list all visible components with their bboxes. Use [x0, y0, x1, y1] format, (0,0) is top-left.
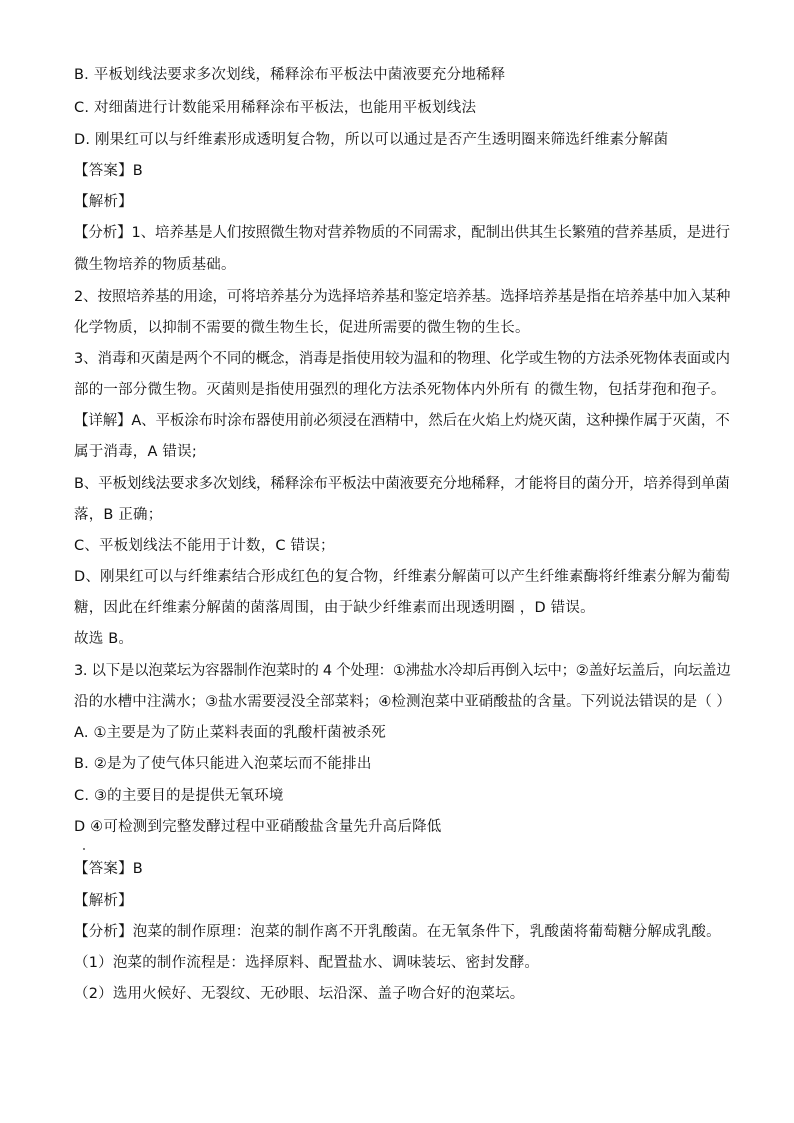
option-c-line: C. 对细菌进行计数能采用稀释涂布平板法，也能用平板划线法	[74, 100, 477, 116]
q3-answer-line: 【答案】B	[74, 861, 143, 877]
question-3-stem: 3. 以下是以泡菜坛为容器制作泡菜时的 4 个处理：①沸盐水冷却后再倒入坛中；②盖好坛盖后，向坛盖边	[74, 663, 731, 679]
analysis-point-2-cont: 化学物质，以抑制不需要的微生物生长，促进所需要的微生物的生长。	[74, 320, 530, 336]
detail-c: C、平板划线法不能用于计数，C 错误；	[74, 538, 335, 554]
q3-option-b: B. ②是为了使气体只能进入泡菜坛而不能排出	[74, 756, 372, 772]
q3-analysis-heading: 【解析】	[74, 893, 133, 909]
detail-d: D、刚果红可以与纤维素结合形成红色的复合物，纤维素分解菌可以产生纤维素酶将纤维素分解为葡萄	[74, 569, 731, 585]
q3-analysis-step-1: （1）泡菜的制作流程是：选择原料、配置盐水、调味装坛、密封发酵。	[74, 955, 540, 971]
q3-option-d: D ④可检测到完整发酵过程中亚硝酸盐含量先升高后降低	[74, 819, 442, 835]
question-3-stem-cont: 沿的水槽中注满水；③盐水需要浸没全部菜料；④检测泡菜中亚硝酸盐的含量。下列说法错误的是（ ）	[74, 694, 731, 710]
q3-option-c: C. ③的主要目的是提供无氧环境	[74, 788, 284, 804]
analysis-point-1-cont: 微生物培养的物质基础。	[74, 257, 236, 273]
analysis-heading: 【解析】	[74, 194, 133, 210]
option-b-line: B. 平板划线法要求多次划线，稀释涂布平板法中菌液要充分地稀释	[74, 67, 506, 83]
detail-d-cont: 糖，因此在纤维素分解菌的菌落周围，由于缺少纤维素而出现透明圈 ，D 错误。	[74, 600, 595, 616]
q3-analysis-step-2: （2）选用火候好、无裂纹、无砂眼、坛沿深、盖子吻合好的泡菜坛。	[74, 986, 525, 1002]
q3-option-a: A. ①主要是为了防止菜料表面的乳酸杆菌被杀死	[74, 725, 386, 741]
detail-a-cont: 属于消毒，A 错误;	[74, 444, 197, 460]
analysis-point-2: 2、按照培养基的用途，可将培养基分为选择培养基和鉴定培养基。选择培养基是指在培养基中加入某种	[74, 289, 731, 305]
detail-b: B、平板划线法要求多次划线，稀释涂布平板法中菌液要充分地稀释，才能将目的菌分开，培养得到单菌	[74, 476, 730, 492]
detail-a: 【详解】A、平板涂布时涂布器使用前必须浸在酒精中，然后在火焰上灼烧灭菌，这种操作属于灭菌，不	[74, 413, 730, 429]
stray-dot	[83, 848, 85, 850]
analysis-point-3-cont: 部的一部分微生物。灭菌则是指使用强烈的理化方法杀死物体内外所有 的微生物，包括芽孢和孢子。	[74, 382, 726, 398]
analysis-point-3: 3、消毒和灭菌是两个不同的概念，消毒是指使用较为温和的物理、化学或生物的方法杀死物体表面或内	[74, 351, 730, 367]
conclusion-line: 故选 B。	[74, 631, 134, 647]
answer-line: 【答案】B	[74, 163, 143, 179]
q3-analysis-principle: 【分析】泡菜的制作原理：泡菜的制作离不开乳酸菌。在无氧条件下，乳酸菌将葡萄糖分解成乳酸。	[74, 924, 721, 940]
detail-b-cont: 落，B 正确；	[74, 507, 163, 523]
analysis-point-1: 【分析】1、培养基是人们按照微生物对营养物质的不同需求，配制出供其生长繁殖的营养基质，是进行	[74, 225, 730, 241]
option-d-line: D. 刚果红可以与纤维素形成透明复合物，所以可以通过是否产生透明圈来筛选纤维素分解菌	[74, 132, 669, 148]
